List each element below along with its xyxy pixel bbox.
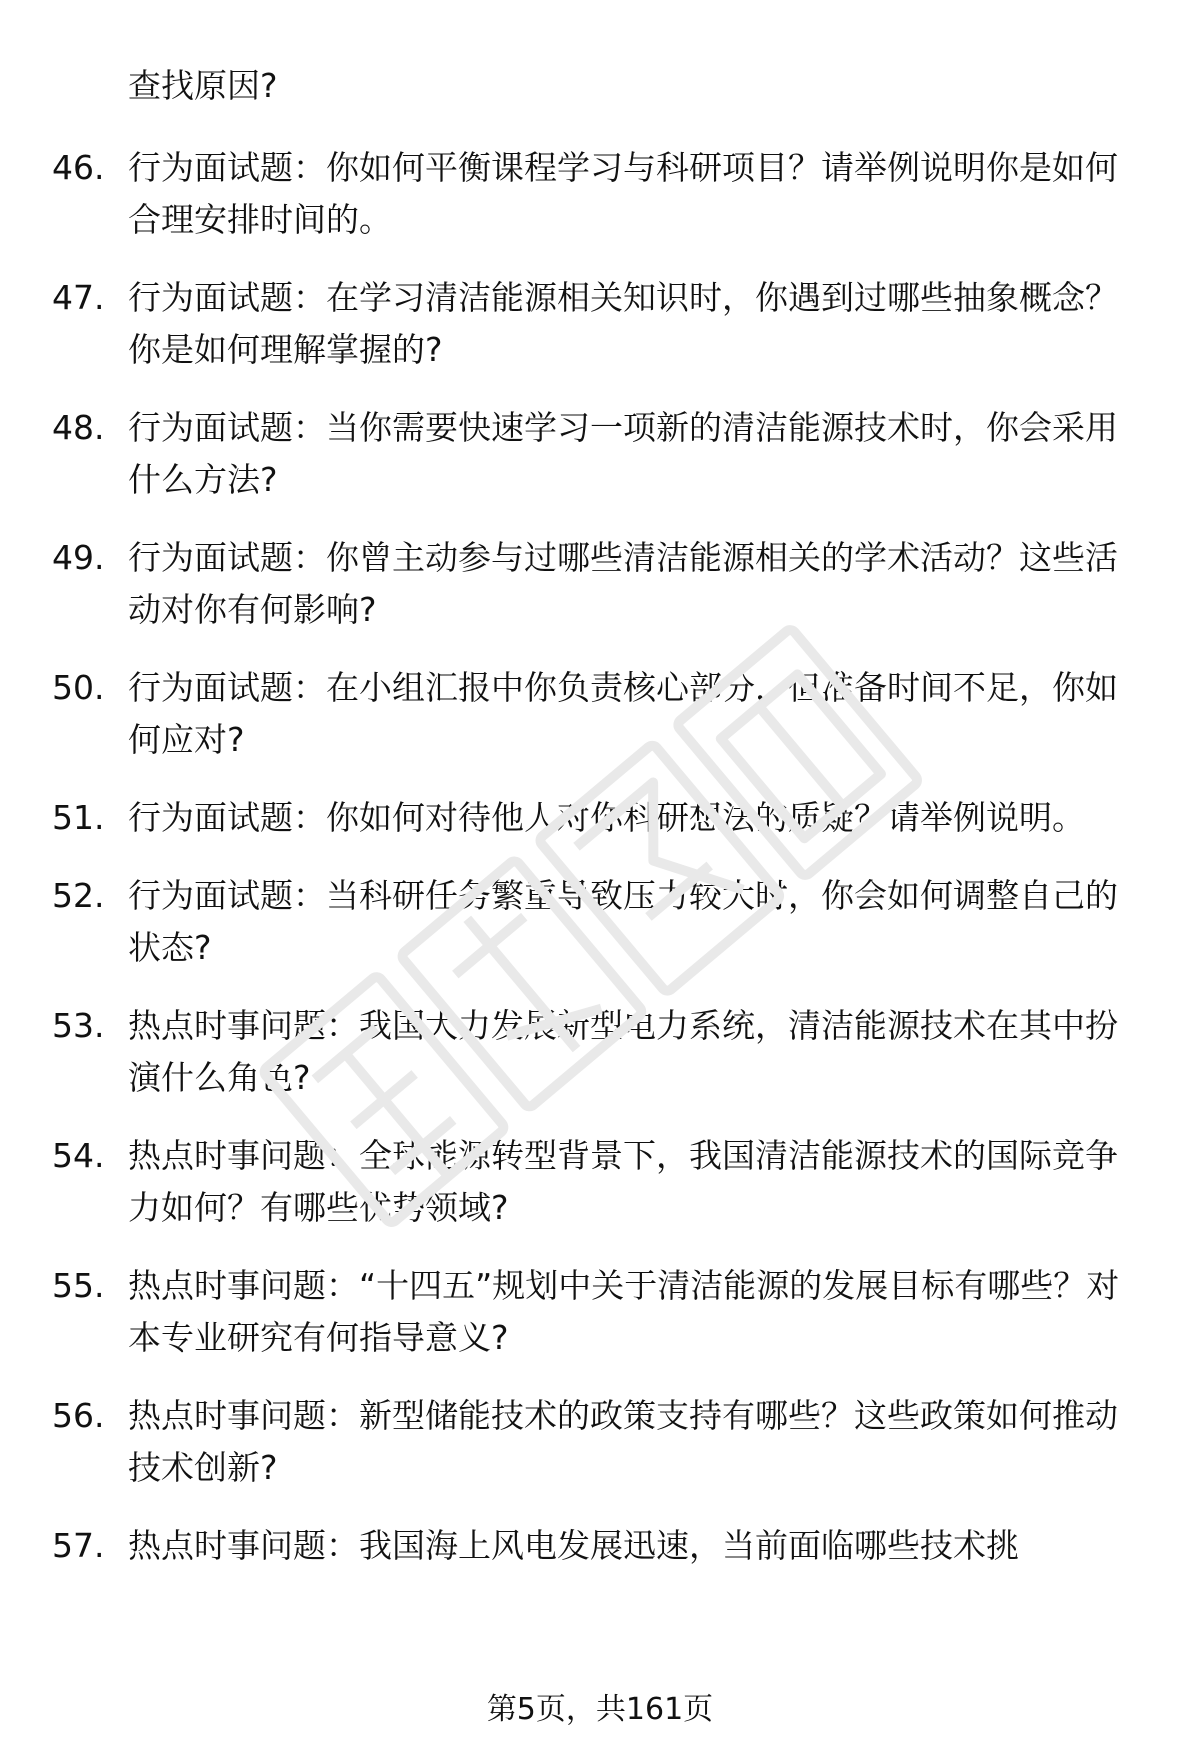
question-list	[0, 142, 1200, 1598]
question-item-47	[0, 272, 1140, 376]
question-number: 52.	[52, 876, 105, 915]
question-item-52	[0, 870, 1140, 974]
question-number: 57.	[52, 1526, 105, 1565]
question-number: 51.	[52, 798, 105, 837]
question-item-53	[0, 1000, 1140, 1104]
question-number: 46.	[52, 148, 105, 187]
question-item-50	[0, 662, 1140, 766]
question-item-49	[0, 532, 1140, 636]
question-text: 行为面试题：当你需要快速学习一项新的清洁能源技术时，你会采用什么方法?	[128, 408, 1118, 499]
question-text: 热点时事问题：全球能源转型背景下，我国清洁能源技术的国际竞争力如何？有哪些优势领域?	[128, 1136, 1118, 1227]
question-text: 热点时事问题：“十四五”规划中关于清洁能源的发展目标有哪些？对本专业研究有何指导意义?	[128, 1266, 1120, 1357]
question-text: 行为面试题：当科研任务繁重导致压力较大时，你会如何调整自己的状态?	[128, 876, 1118, 967]
question-number: 56.	[52, 1396, 105, 1435]
question-text: 行为面试题：你如何平衡课程学习与科研项目？请举例说明你是如何合理安排时间的。	[128, 148, 1118, 239]
question-number: 49.	[52, 538, 105, 577]
question-text: 热点时事问题：新型储能技术的政策支持有哪些？这些政策如何推动技术创新?	[128, 1396, 1118, 1487]
question-number: 47.	[52, 278, 105, 317]
question-continuation-text: 查找原因?	[128, 66, 278, 105]
question-text: 热点时事问题：我国海上风电发展迅速，当前面临哪些技术挑	[128, 1526, 1019, 1565]
question-number: 53.	[52, 1006, 105, 1045]
question-number: 50.	[52, 668, 105, 707]
question-number: 55.	[52, 1266, 105, 1305]
question-item-55	[0, 1260, 1140, 1364]
question-text: 行为面试题：你曾主动参与过哪些清洁能源相关的学术活动？这些活动对你有何影响?	[128, 538, 1118, 629]
question-item-56	[0, 1390, 1140, 1494]
question-number: 54.	[52, 1136, 105, 1175]
question-item-54	[0, 1130, 1140, 1234]
question-text: 行为面试题：在学习清洁能源相关知识时，你遇到过哪些抽象概念？你是如何理解掌握的?	[128, 278, 1118, 369]
question-text: 行为面试题：你如何对待他人对你科研想法的质疑？请举例说明。	[128, 798, 1085, 837]
question-item-57	[0, 1520, 1140, 1572]
question-text: 行为面试题：在小组汇报中你负责核心部分，但准备时间不足，你如何应对?	[128, 668, 1118, 759]
question-text: 热点时事问题：我国大力发展新型电力系统，清洁能源技术在其中扮演什么角色?	[128, 1006, 1118, 1097]
question-number: 48.	[52, 408, 105, 447]
question-item-48	[0, 402, 1140, 506]
question-item-46	[0, 142, 1140, 246]
question-item-51	[0, 792, 1140, 844]
page-footer: 第5页，共161页	[486, 1692, 714, 1727]
